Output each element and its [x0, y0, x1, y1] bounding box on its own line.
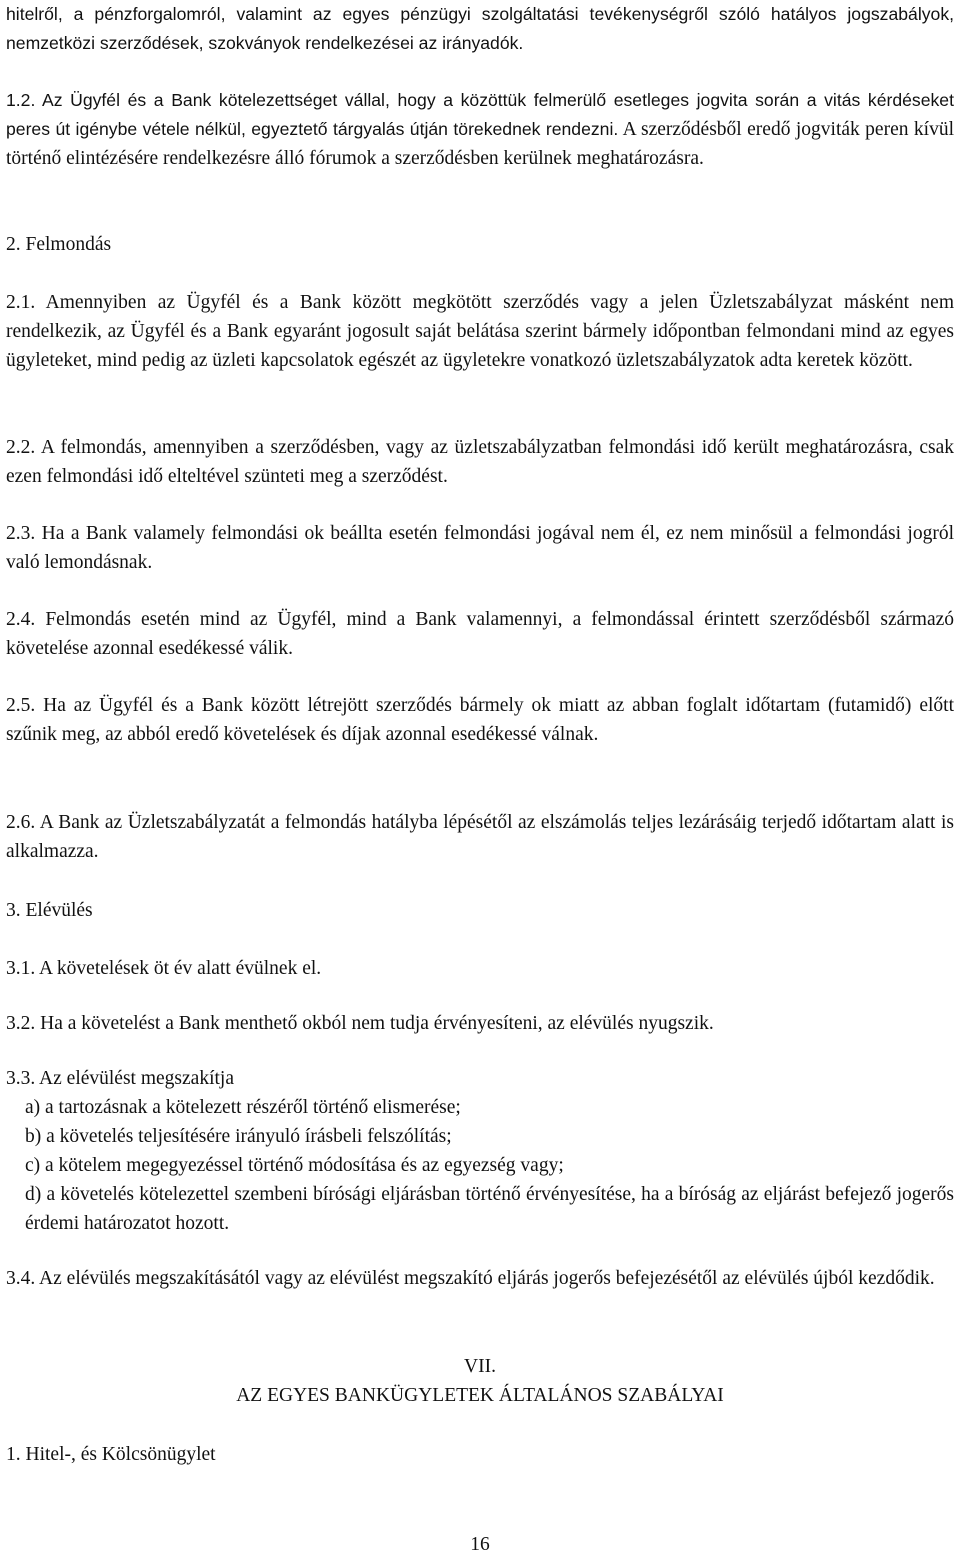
paragraph-3-1: [6, 954, 321, 983]
page-number: [0, 1530, 960, 1559]
paragraph-intro-fragment: [6, 0, 954, 58]
section-heading-3: [6, 896, 93, 925]
chapter-number-text: VII.: [464, 1356, 496, 1377]
text-3-4: 3.4. Az elévülés megszakításától vagy az elévülést megszakító eljárás jogerős befejezésétől az elévülés újból kezdődik.: [6, 1268, 935, 1289]
section-heading-1: [6, 1440, 216, 1469]
text-1-2-part1: 1.2. Az Ügyfél és a Bank kötelezettséget vállal, hogy a közöttük felmerülő esetleges jogvita során a vitás kérdéseket peres út igénybe vétele nélkül, egyeztető tárgyalás útján törekednek rendezni.: [6, 90, 954, 139]
section-heading-2: [6, 230, 111, 259]
text-intro-fragment: hitelről, a pénzforgalomról, valamint az egyes pénzügyi szolgáltatási tevékenységről szóló hatályos jogszabályok, nemzetközi szerződések, szokványok rendelkezései az irányadók.: [6, 4, 954, 53]
paragraph-2-5: [6, 691, 954, 749]
text-2-2: 2.2. A felmondás, amennyiben a szerződésben, vagy az üzletszabályzatban felmondási idő került meghatározásra, csak ezen felmondási idő elteltével szünteti meg a szerződést.: [6, 437, 954, 487]
list-title-3-3: 3.3. Az elévülést megszakítja: [6, 1068, 234, 1089]
text-2-5: 2.5. Ha az Ügyfél és a Bank között létrejött szerződés bármely ok miatt az abban foglalt időtartam (futamidő) előtt szűnik meg, az abból eredő követelések és díjak azonnal esedékessé válnak.: [6, 695, 954, 745]
text-2-1: 2.1. Amennyiben az Ügyfél és a Bank között megkötött szerződés vagy a jelen Üzletszabályzat másként nem rendelkezik, az Ügyfél és a Bank egyaránt jogosult saját belátása szerint bármely időpontban felmondani mind az egyes ügyleteket, mind pedig az üzleti kapcsolatok egészét az ügyletekre vonatkozó üzletszabályzatok adta keretek között.: [6, 292, 954, 371]
paragraph-3-4: [6, 1264, 954, 1293]
list-item-c: c) a kötelem megegyezéssel történő módosítása és az egyezség vagy;: [25, 1155, 564, 1176]
paragraph-1-2: [6, 86, 954, 173]
heading-1-text: 1. Hitel-, és Kölcsönügylet: [6, 1444, 216, 1465]
paragraph-2-6: [6, 808, 954, 866]
chapter-number: [0, 1352, 960, 1381]
text-3-2: 3.2. Ha a követelést a Bank menthető okból nem tudja érvényesíteni, az elévülés nyugszik.: [6, 1013, 714, 1034]
text-2-4: 2.4. Felmondás esetén mind az Ügyfél, mind a Bank valamennyi, a felmondással érintett szerződésből származó követelése azonnal esedékessé válik.: [6, 609, 954, 659]
heading-2-text: 2. Felmondás: [6, 234, 112, 255]
paragraph-2-2: [6, 433, 954, 491]
list-item-d: d) a követelés kötelezettel szembeni bírósági eljárásban történő érvényesítése, ha a bíróság az eljárást befejező jogerős érdemi határozatot hozott.: [25, 1184, 954, 1234]
list-3-3: [6, 1064, 954, 1238]
paragraph-2-1: [6, 288, 954, 375]
paragraph-3-2: [6, 1009, 714, 1038]
chapter-title-text: AZ EGYES BANKÜGYLETEK ÁLTALÁNOS SZABÁLYAI: [236, 1385, 724, 1406]
text-1-2-part2: A szerződésből eredő jogviták peren kívül történő elintézésére rendelkezésre álló fórumok a szerződésben kerülnek meghatározásra.: [6, 119, 954, 169]
page-number-text: 16: [470, 1533, 490, 1555]
paragraph-2-4: [6, 605, 954, 663]
chapter-title: [0, 1381, 960, 1410]
paragraph-2-3: [6, 519, 954, 577]
list-item-a: a) a tartozásnak a kötelezett részéről történő elismerése;: [25, 1097, 461, 1118]
heading-3-text: 3. Elévülés: [6, 900, 93, 921]
list-item-b: b) a követelés teljesítésére irányuló írásbeli felszólítás;: [25, 1126, 452, 1147]
text-2-6: 2.6. A Bank az Üzletszabályzatát a felmondás hatályba lépésétől az elszámolás teljes lezárásáig terjedő időtartam alatt is alkalmazza.: [6, 812, 954, 862]
text-3-1: 3.1. A követelések öt év alatt évülnek el.: [6, 958, 322, 979]
text-2-3: 2.3. Ha a Bank valamely felmondási ok beállta esetén felmondási jogával nem él, ez nem minősül a felmondási jogról való lemondásnak.: [6, 523, 954, 573]
